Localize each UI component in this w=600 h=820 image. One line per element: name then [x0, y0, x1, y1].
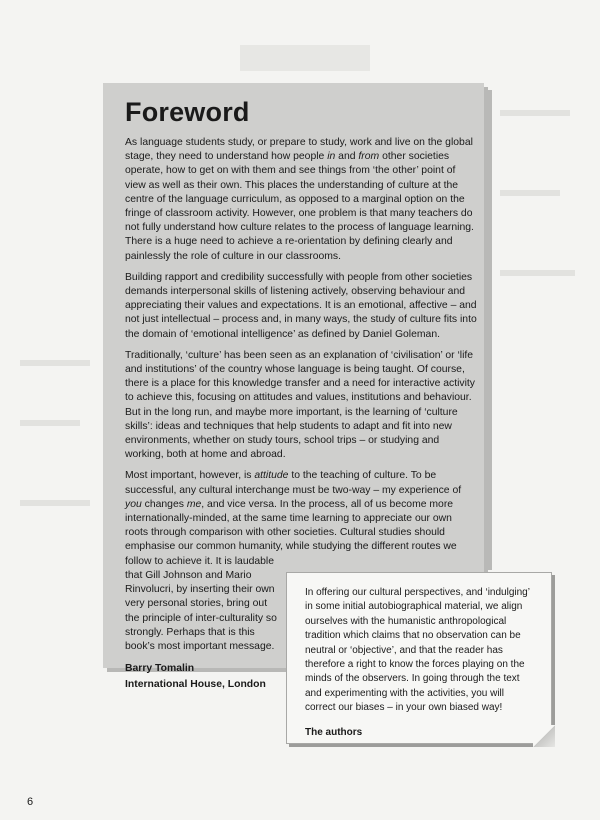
- signature-name: Barry Tomalin: [125, 663, 195, 675]
- background-line: [500, 190, 560, 196]
- page-number: 6: [27, 796, 34, 808]
- authors-note-card: [286, 572, 552, 744]
- authors-note-text: In offering our cultural perspectives, and ‘indulging’ in some initial autobiographical material, we align ourselves with the humanistic anthropological tradition which claims that no observation can be neutral or ‘objective’, and that the reader has therefore a right to know the forces playing on the minds of the observers. In going through the text and experimenting with the activities, you will correct our biases – in your own biased way!: [305, 587, 530, 714]
- background-line: [500, 270, 575, 276]
- foreword-paragraph-2: Building rapport and credibility successfully with people from other societies demands interpersonal skills of listening actively, observing behaviour and appreciating their values and expectations. It is an emotional, affective – and not just intellectual – process and, in many ways, the study of culture fits into the domain of ‘emotional intelligence’ as defined by Daniel Goleman.: [125, 271, 477, 340]
- signature-org: International House, London: [125, 679, 266, 691]
- background-contents-ghost: [240, 45, 370, 71]
- foreword-title: Foreword: [125, 97, 250, 127]
- background-line: [20, 360, 90, 366]
- panel-edge: [484, 90, 492, 570]
- background-line: [20, 420, 80, 426]
- background-line: [500, 110, 570, 116]
- background-line: [20, 500, 90, 506]
- foreword-paragraph-4: Most important, however, is attitude to the teaching of culture. To be successful, any cultural interchange must be two-way – my experience of you changes me, and vice versa. In the process, all of us become more internationally-minded, at the same time learning to appreciate our own roots through comparison with other societies. Cultural studies should emphasise our common humanity, while studying the different routes we follow to achieve it. It is laudable that Gill Johnson and Mario Rinvolucri, by inserting their own very personal stories, bring out the principle of inter-culturality so strongly. Perhaps that is this book’s most important message.: [125, 469, 477, 654]
- foreword-paragraph-1: As language students study, or prepare to study, work and live on the global stage, they need to understand how people in and from other societies operate, how to get on with them and see things from ‘the other’ point of view as well as their own. This places the understanding of culture at the centre of the language curriculum, as opposed to a marginal option on the fringe of classroom activity. However, one problem is that many teachers do not fully understand how culture relates to the process of language learning. There is a huge need to achieve a re-orientation by defining clearly and painlessly the role of culture in our classrooms.: [125, 137, 474, 262]
- page-curl-corner: [533, 725, 555, 747]
- authors-signature: The authors: [305, 726, 363, 738]
- wrap-spacer-pre: [476, 469, 477, 568]
- foreword-paragraph-3: Traditionally, ‘culture’ has been seen as an explanation of ‘civilisation’ or ‘life and institutions’ of the country whose language is being taught. Of course, there is a place for this knowledge transfer and a need for interactive activity to achieve this, focusing on attitudes and values, institutions and behaviour. But in the long run, and maybe more important, is the learning of ‘culture skills’: ideas and techniques that help students to adapt and fit into new environments, whether on study tours, school trips – or studying and working, both at home and abroad.: [125, 349, 476, 461]
